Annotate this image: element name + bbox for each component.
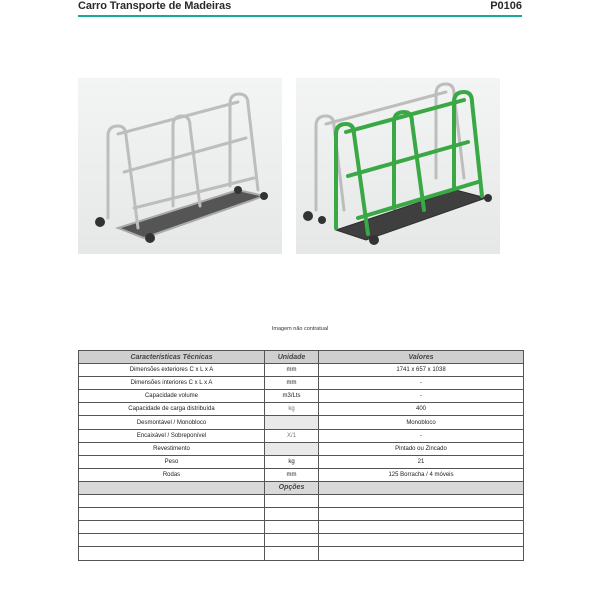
option-cell (319, 521, 524, 534)
table-row (79, 442, 524, 455)
option-cell (319, 547, 524, 560)
product-image-chrome (78, 78, 282, 254)
option-row (79, 534, 524, 547)
product-code: P0106 (490, 0, 522, 12)
row-value: 400 (319, 403, 524, 416)
row-unit: mm (265, 364, 319, 377)
option-row (79, 495, 524, 508)
row-label: Desmontável / Monobloco (79, 416, 265, 429)
row-unit: mm (265, 468, 319, 481)
row-label: Dimensões exteriores C x L x A (79, 364, 265, 377)
row-unit: X/1 (265, 429, 319, 442)
option-row (79, 521, 524, 534)
table-row (79, 429, 524, 442)
option-cell (79, 534, 265, 547)
row-label: Dimensões interiores C x L x A (79, 377, 265, 390)
header-unit: Unidade (265, 351, 319, 364)
option-cell (319, 495, 524, 508)
options-header-row (79, 481, 524, 494)
row-value: - (319, 377, 524, 390)
document-header (78, 0, 522, 18)
row-value: 1741 x 657 x 1038 (319, 364, 524, 377)
row-unit (265, 416, 319, 429)
options-blank (319, 481, 524, 494)
row-label: Peso (79, 455, 265, 468)
product-image-green (296, 78, 500, 254)
row-value: - (319, 390, 524, 403)
options-blank (79, 481, 265, 494)
option-cell (265, 521, 319, 534)
document-title: Carro Transporte de Madeiras (78, 0, 232, 12)
table-row (79, 455, 524, 468)
row-value: Pintado ou Zincado (319, 442, 524, 455)
header-rule (78, 15, 522, 17)
row-unit: mm (265, 377, 319, 390)
option-row (79, 508, 524, 521)
header-characteristics: Características Técnicas (79, 351, 265, 364)
option-cell (79, 495, 265, 508)
option-cell (265, 534, 319, 547)
table-row (79, 390, 524, 403)
row-unit (265, 442, 319, 455)
header-values: Valores (319, 351, 524, 364)
option-cell (319, 508, 524, 521)
option-cell (319, 534, 524, 547)
image-caption: Imagem não contratual (271, 326, 329, 332)
option-row (79, 547, 524, 560)
row-label: Rodas (79, 468, 265, 481)
row-value: Monobloco (319, 416, 524, 429)
option-cell (265, 547, 319, 560)
option-cell (79, 547, 265, 560)
cart-chrome-render (78, 78, 282, 254)
cart-green-render (296, 78, 500, 254)
row-unit: kg (265, 403, 319, 416)
option-cell (265, 495, 319, 508)
table-row (79, 403, 524, 416)
table-row (79, 377, 524, 390)
row-label: Revestimento (79, 442, 265, 455)
row-label: Capacidade volume (79, 390, 265, 403)
table-row (79, 364, 524, 377)
row-label: Capacidade de carga distribuída (79, 403, 265, 416)
options-label: Opções (265, 481, 319, 494)
row-value: 21 (319, 455, 524, 468)
row-unit: m3/Lts (265, 390, 319, 403)
option-cell (79, 521, 265, 534)
specifications-table (78, 350, 524, 561)
row-value: - (319, 429, 524, 442)
row-unit: kg (265, 455, 319, 468)
table-header-row (79, 351, 524, 364)
row-label: Encaixável / Sobreponível (79, 429, 265, 442)
table-row (79, 468, 524, 481)
row-value: 125 Borracha / 4 móveis (319, 468, 524, 481)
option-cell (79, 508, 265, 521)
table-row (79, 416, 524, 429)
option-cell (265, 508, 319, 521)
